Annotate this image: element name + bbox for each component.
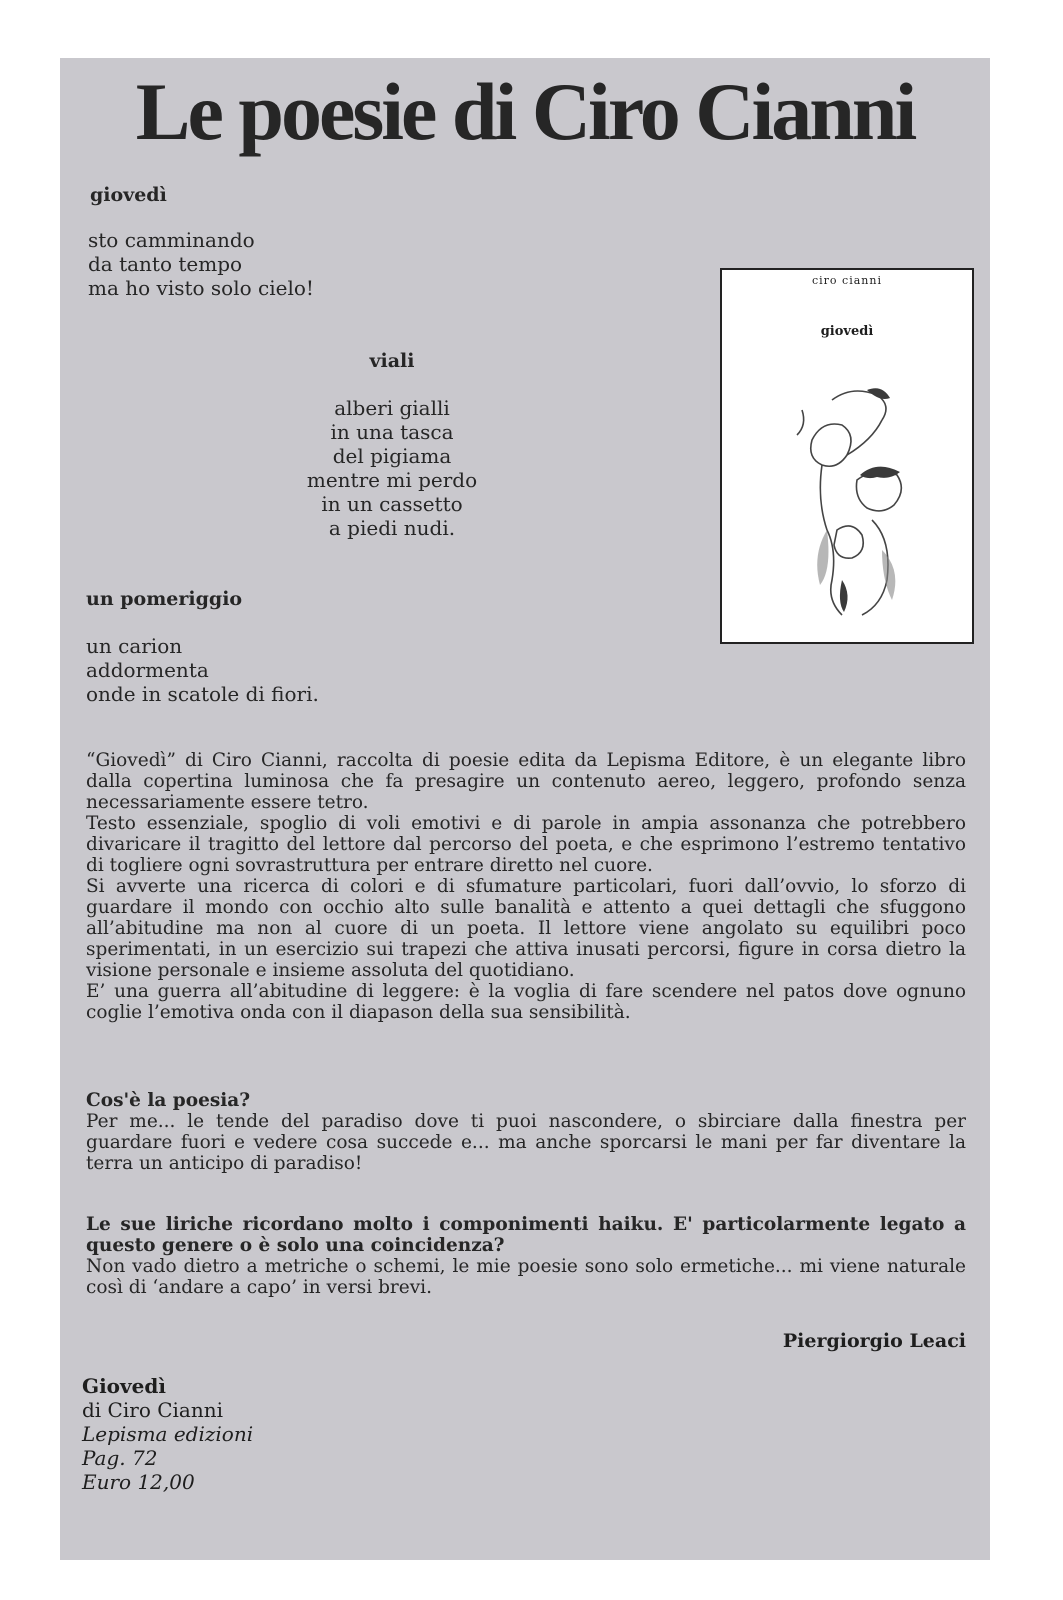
book-cover-image xyxy=(720,268,974,644)
poem-line: alberi gialli xyxy=(334,396,450,420)
page-title: Le poesie di Ciro Cianni xyxy=(135,66,915,157)
review-paragraph: E’ una guerra all’abitudine di leggere: è la voglia di fare scendere nel patos dove ognuno coglie l’emotiva onda con il diapason della sua sensibilità. xyxy=(86,981,966,1023)
colophon-publisher: Lepisma edizioni xyxy=(82,1422,254,1446)
review-paragraph: Si avverte una ricerca di colori e di sfumature particolari, fuori dall’ovvio, lo sforzo di guardare il mondo con occhio alto sulle banalità e attento a quei dettagli che sfuggono all’abitudine ma non al cuore di un poeta. Il lettore viene angolato su equilibri poco sperimentati, in un esercizio sui trapezi che attiva inusati percorsi, figure in corsa dietro la visione personale e insieme assoluta del quotidiano. xyxy=(86,876,966,981)
poem-line: del pigiama xyxy=(332,444,452,468)
poem-line: addormenta xyxy=(86,658,209,682)
poem-line: in un cassetto xyxy=(321,492,463,516)
poem-line: sto camminando xyxy=(88,228,255,252)
interview-answer: Per me... le tende del paradiso dove ti puoi nascondere, o sbirciare dalla finestra per guardare fuori e vedere cosa succede e... ma anche sporcarsi le mani per far diventare la terra un anticipo di paradiso! xyxy=(86,1111,966,1174)
review-paragraph: Testo essenziale, spoglio di voli emotivi e di parole in ampia assonanza che potrebbero divaricare il tragitto del lettore dal percorso del poeta, e che esprimono l’estremo tentativo di togliere ogni sovrastruttura per entrare diretto nel cuore. xyxy=(86,813,966,876)
cover-title: giovedì xyxy=(820,324,874,339)
book-colophon xyxy=(82,1374,253,1494)
author-signature: Piergiorgio Leaci xyxy=(782,1330,966,1352)
poem-title-giovedi: giovedì xyxy=(90,184,167,206)
poem-line: in una tasca xyxy=(330,420,454,444)
poem-line: onde in scatole di fiori. xyxy=(86,682,319,706)
cover-illustration xyxy=(782,380,912,620)
poem-line: ma ho visto solo cielo! xyxy=(88,276,314,300)
colophon-price: Euro 12,00 xyxy=(82,1470,195,1494)
poem-line: un carion xyxy=(86,634,183,658)
poem-giovedi xyxy=(88,228,314,300)
colophon-title: Giovedì xyxy=(82,1374,166,1398)
interview-1 xyxy=(86,1090,966,1174)
article-page xyxy=(60,58,990,1560)
poem-line: a piedi nudi. xyxy=(328,516,456,540)
colophon-author: di Ciro Cianni xyxy=(82,1398,223,1422)
review-paragraph: “Giovedì” di Ciro Cianni, raccolta di poesie edita da Lepisma Editore, è un elegante libro dalla copertina luminosa che fa presagire un contenuto aereo, leggero, profondo senza necessariamente essere tetro. xyxy=(86,750,966,813)
poem-line: mentre mi perdo xyxy=(306,468,478,492)
poem-title-viali: viali xyxy=(369,350,415,372)
poem-viali xyxy=(292,396,492,540)
colophon-pages: Pag. 72 xyxy=(82,1446,158,1470)
poem-line: da tanto tempo xyxy=(88,252,243,276)
cover-author: ciro cianni xyxy=(812,274,882,287)
interview-2 xyxy=(86,1214,966,1298)
interview-answer: Non vado dietro a metriche o schemi, le mie poesie sono solo ermetiche... mi viene naturale così di ‘andare a capo’ in versi brevi. xyxy=(86,1256,966,1298)
interview-question: Cos'è la poesia? xyxy=(86,1090,251,1111)
interview-question: Le sue liriche ricordano molto i componimenti haiku. E' particolarmente legato a questo genere o è solo una coincidenza? xyxy=(86,1214,966,1256)
poem-pomeriggio xyxy=(86,634,319,706)
review-text xyxy=(86,750,966,1023)
poem-title-pomeriggio: un pomeriggio xyxy=(86,588,243,610)
